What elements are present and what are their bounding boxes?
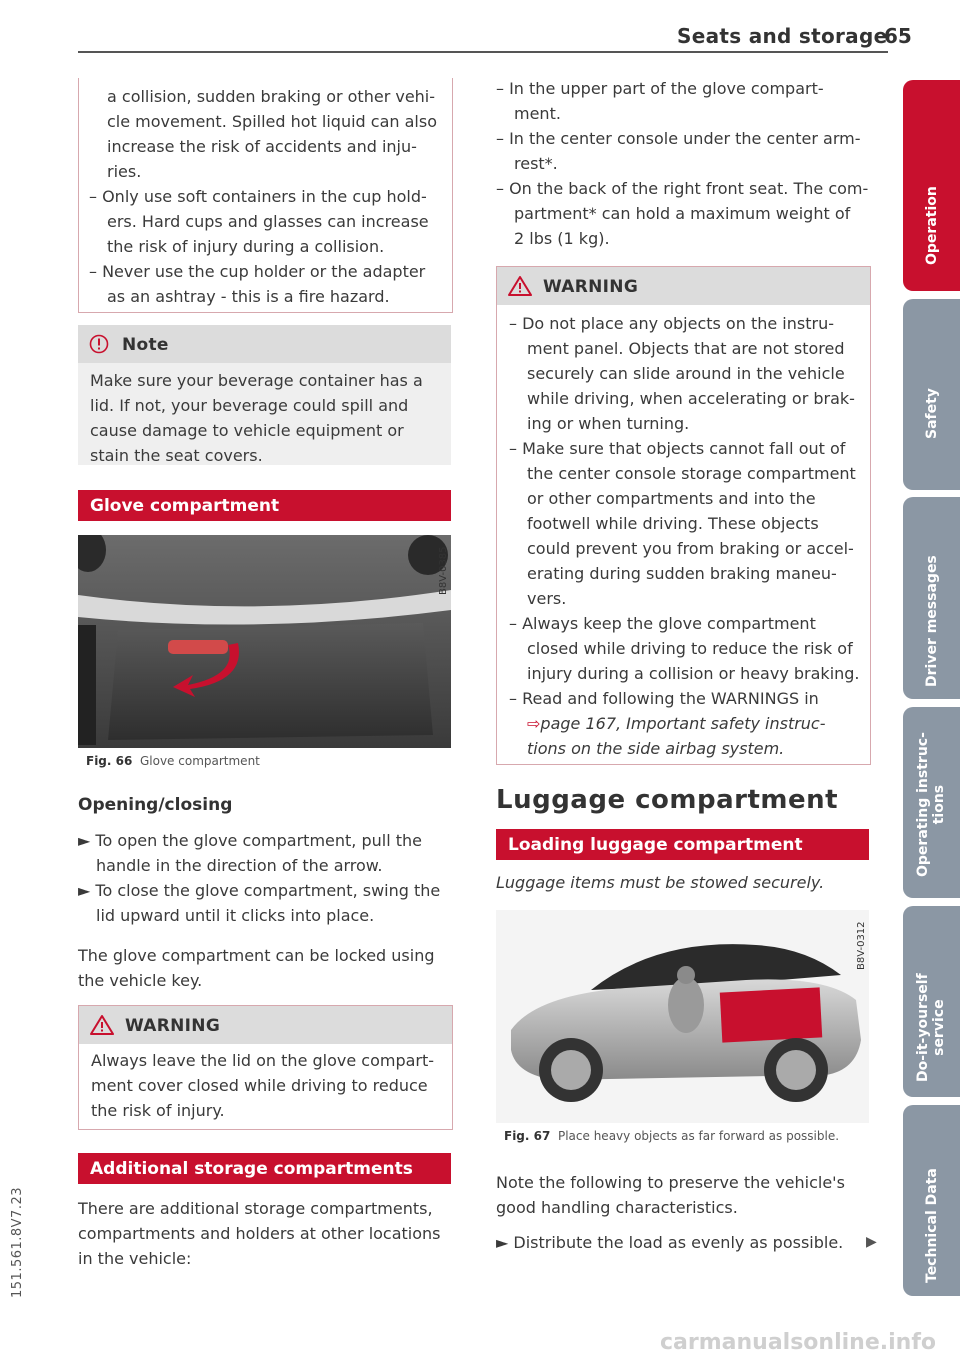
warning-title: WARNING [543, 277, 639, 297]
info-icon [89, 334, 109, 354]
figure-66-image [78, 535, 451, 748]
list-item: – In the upper part of the glove compart- [496, 79, 824, 98]
text-line: securely can slide around in the vehicle [527, 364, 845, 383]
text-line: – Do not place any objects on the instru- [509, 314, 834, 333]
tab-do-it-yourself[interactable]: Do-it-yourself service [903, 906, 960, 1097]
watermark: carmanualsonline.info [660, 1330, 936, 1355]
luggage-compartment-heading: Luggage compartment [496, 785, 839, 815]
warning-triangle-icon [90, 1014, 114, 1036]
text-line: as an ashtray - this is a fire hazard. [107, 287, 390, 306]
text-line: – Always keep the glove compartment [509, 614, 816, 633]
text-line: Make sure your beverage container has a [90, 371, 423, 390]
text-line: stain the seat covers. [90, 446, 263, 465]
text-line: – Only use soft containers in the cup hold- [89, 187, 427, 206]
note-title: Note [122, 335, 169, 355]
figure-caption-text: Glove compartment [139, 754, 260, 768]
text-line: ment panel. Objects that are not stored [527, 339, 845, 358]
page-number: 65 [884, 24, 912, 48]
text-line: good handling characteristics. [496, 1198, 738, 1217]
text-line: a collision, sudden braking or other vehi- [107, 87, 436, 106]
text-line: footwell while driving. These objects [527, 514, 819, 533]
glove-compartment-heading: Glove compartment [78, 490, 451, 521]
text-line: could prevent you from braking or accel- [527, 539, 854, 558]
warning-box-objects [496, 266, 871, 765]
step-line: ► To close the glove compartment, swing the [78, 881, 441, 900]
figure-label: Fig. 66 [86, 754, 133, 768]
text-line: while driving, when accelerating or brak- [527, 389, 855, 408]
tab-operation[interactable]: Operation [903, 80, 960, 291]
note-header [78, 325, 451, 363]
figure-67-image [496, 910, 869, 1123]
text-line: ers. Hard cups and glasses can increase [107, 212, 429, 231]
continue-arrow-icon: ▶ [866, 1234, 877, 1250]
list-item: rest*. [514, 154, 558, 173]
text-line: in the vehicle: [78, 1249, 192, 1268]
figure-66-caption [86, 754, 260, 768]
figure-code: B8V-0385 [438, 546, 449, 595]
text-line: – Never use the cup holder or the adapter [89, 262, 426, 281]
text-line: The glove compartment can be locked using [78, 946, 435, 965]
page-reference-link[interactable]: ⇨page 167, Important safety instruc- [527, 714, 826, 733]
step-line: handle in the direction of the arrow. [96, 856, 383, 875]
loading-luggage-heading: Loading luggage compartment [496, 829, 869, 860]
text-line: vers. [527, 589, 567, 608]
text-line: Always leave the lid on the glove compart- [91, 1051, 435, 1070]
text-line: erating during sudden braking maneu- [527, 564, 837, 583]
text-line: – Read and following the WARNINGS in [509, 689, 819, 708]
warning-header [497, 267, 870, 305]
text-line: lid. If not, your beverage could spill and [90, 396, 409, 415]
page-reference-link-cont[interactable]: tions on the side airbag system. [527, 739, 785, 758]
text-line: cause damage to vehicle equipment or [90, 421, 404, 440]
opening-closing-heading: Opening/closing [78, 795, 233, 815]
text-line: ries. [107, 162, 142, 181]
warning-triangle-icon [508, 275, 532, 297]
text-line: ing or when turning. [527, 414, 690, 433]
list-item: – On the back of the right front seat. The com- [496, 179, 869, 198]
note-box [78, 325, 451, 465]
figure-label: Fig. 67 [504, 1129, 551, 1143]
section-title: Seats and storage [677, 24, 888, 48]
text-line: injury during a collision or heavy braking. [527, 664, 860, 683]
text-line: the risk of injury. [91, 1101, 225, 1120]
side-code: 151.561.8V7.23 [10, 1187, 25, 1298]
additional-storage-heading: Additional storage compartments [78, 1153, 451, 1184]
step-line: ► To open the glove compartment, pull the [78, 831, 422, 850]
continued-warning-box [78, 78, 453, 313]
tab-safety[interactable]: Safety [903, 299, 960, 490]
text-line: Note the following to preserve the vehicle's [496, 1173, 845, 1192]
text-line: compartments and holders at other locations [78, 1224, 441, 1243]
warning-title: WARNING [125, 1016, 221, 1036]
text-line: the risk of injury during a collision. [107, 237, 385, 256]
list-item: 2 lbs (1 kg). [514, 229, 610, 248]
text-line: ment cover closed while driving to reduce [91, 1076, 428, 1095]
tab-operating-instructions[interactable]: Operating instruc- tions [903, 707, 960, 898]
text-line: or other compartments and into the [527, 489, 816, 508]
header-rule [78, 51, 888, 53]
step-line: ► Distribute the load as evenly as possible. [496, 1233, 844, 1252]
list-item: – In the center console under the center arm- [496, 129, 861, 148]
warning-header [79, 1006, 452, 1044]
text-line: cle movement. Spilled hot liquid can also [107, 112, 437, 131]
figure-67-caption [504, 1129, 839, 1143]
tab-technical-data[interactable]: Technical Data [903, 1105, 960, 1296]
loading-intro: Luggage items must be stowed securely. [496, 873, 825, 892]
step-line: lid upward until it clicks into place. [96, 906, 375, 925]
text-line: closed while driving to reduce the risk of [527, 639, 853, 658]
list-item: ment. [514, 104, 561, 123]
text-line: – Make sure that objects cannot fall out of [509, 439, 846, 458]
tab-driver-messages[interactable]: Driver messages [903, 497, 960, 699]
text-line: the center console storage compartment [527, 464, 856, 483]
figure-code: B8V-0312 [856, 921, 867, 970]
figure-caption-text: Place heavy objects as far forward as possible. [557, 1129, 840, 1143]
text-line: There are additional storage compartments, [78, 1199, 433, 1218]
text-line: the vehicle key. [78, 971, 203, 990]
warning-box-glove [78, 1005, 453, 1130]
list-item: partment* can hold a maximum weight of [514, 204, 851, 223]
text-line: increase the risk of accidents and inju- [107, 137, 417, 156]
